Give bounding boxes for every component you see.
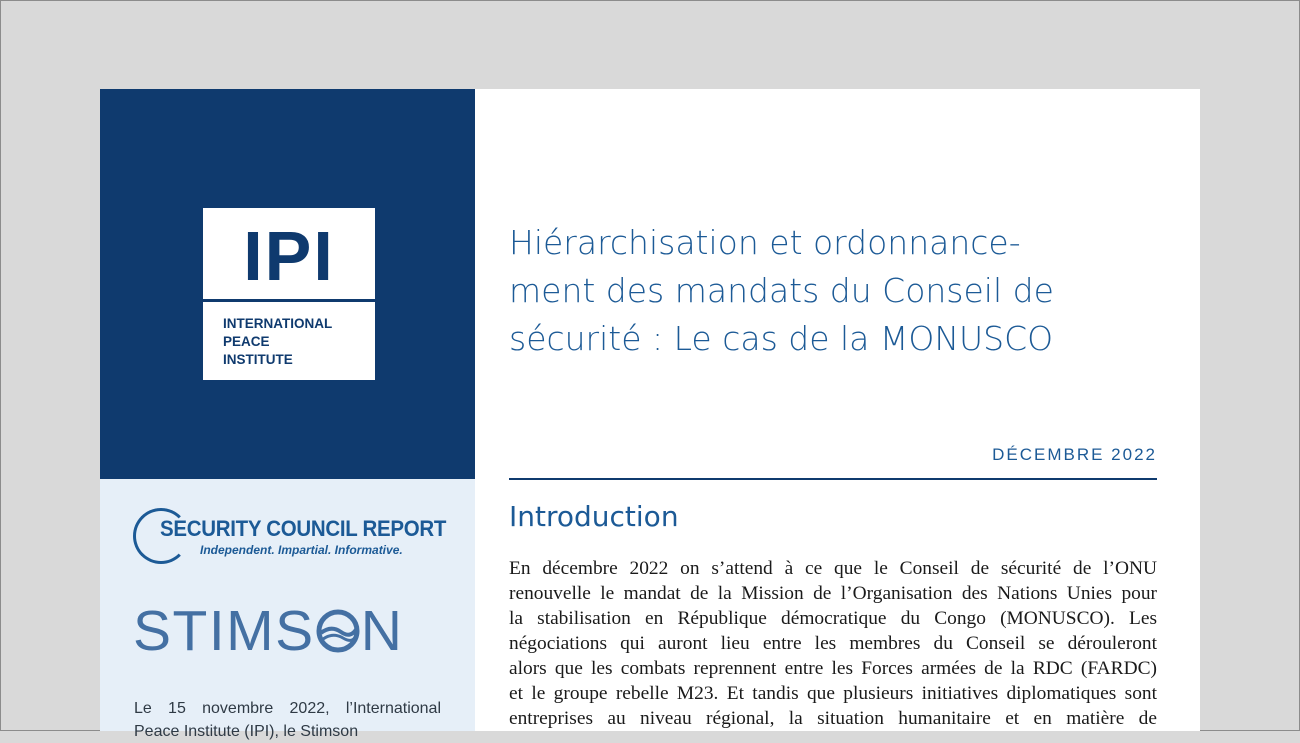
document-page	[100, 89, 1200, 740]
ipi-name-line: PEACE	[223, 334, 270, 349]
body-line: la stabilisation en République démocratique du Congo (MONUSCO). Les	[509, 608, 1157, 629]
cover-sidebar-top	[100, 89, 475, 479]
body-line: alors que les combats reprennent entre les Forces armées de la RDC (FARDC)	[509, 658, 1157, 679]
sidebar-intro-text: Le 15 novembre 2022, l’International Peace Institute (IPI), le Stimson	[134, 700, 441, 740]
stimson-logo-text: N	[360, 599, 404, 663]
globe-wave-icon	[315, 601, 361, 661]
report-title-line: Hiérarchisation et ordonnance-	[509, 223, 1021, 262]
scr-logo-name: SECURITY COUNCIL REPORT	[160, 516, 447, 541]
cover-sidebar-bottom	[100, 479, 475, 740]
report-title	[509, 219, 1179, 363]
header-divider	[509, 478, 1157, 480]
body-line: En décembre 2022 on s’attend à ce que le Conseil de sécurité de l’ONU	[509, 558, 1157, 579]
body-line: et le groupe rebelle M23. Et tandis que plusieurs initiatives diplomatiques sont	[509, 683, 1157, 704]
report-date: DÉCEMBRE 2022	[992, 445, 1157, 464]
stimson-logo-text: STIMS	[133, 599, 315, 663]
report-title-line: ment des mandats du Conseil de	[509, 271, 1054, 310]
ipi-logo-divider	[203, 299, 375, 302]
scr-logo-tagline: Independent. Impartial. Informative.	[200, 543, 403, 557]
ipi-logo-mark: IPI	[243, 217, 335, 295]
section-heading: Introduction	[509, 500, 679, 533]
ipi-logo-name	[223, 315, 373, 369]
report-title-line: sécurité : Le cas de la MONUSCO	[509, 319, 1054, 358]
ipi-name-line: INTERNATIONAL	[223, 316, 333, 331]
body-paragraph	[509, 556, 1157, 731]
ipi-name-line: INSTITUTE	[223, 352, 293, 367]
stimson-logo	[133, 601, 403, 661]
body-line: entreprises au niveau régional, la situation humanitaire et en matière de	[509, 708, 1157, 729]
body-line: renouvelle le mandat de la Mission de l’Organisation des Nations Unies pour	[509, 583, 1157, 604]
body-line: négociations qui auront lieu entre les membres du Conseil se dérouleront	[509, 633, 1157, 654]
security-council-report-logo	[133, 508, 453, 568]
ipi-logo	[203, 208, 375, 380]
